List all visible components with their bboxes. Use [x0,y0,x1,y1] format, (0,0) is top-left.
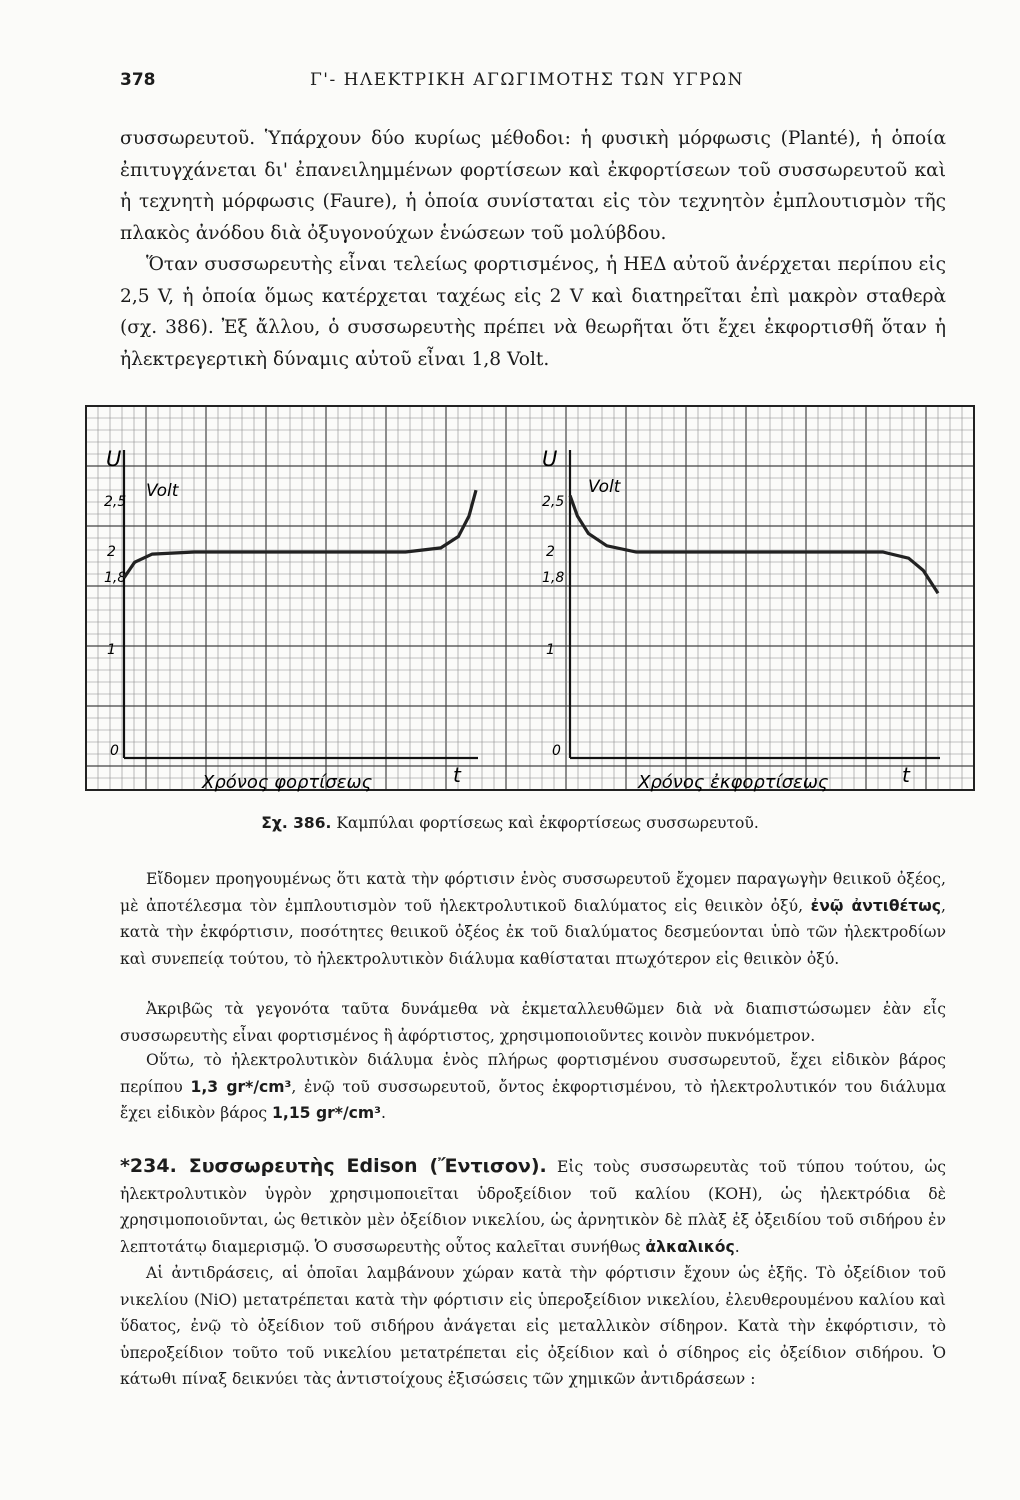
running-title: Γ'- ΗΛΕΚΤΡΙΚΗ ΑΓΩΓΙΜΟΤΗΣ ΤΩΝ ΥΓΡΩΝ [310,70,744,90]
density-charged: 1,3 gr*/cm³ [190,1077,292,1096]
left-t-label: t [453,763,461,787]
right-ytick-1-8: 1,8 [542,570,565,586]
right-ytick-2-5: 2,5 [542,494,565,510]
section-234-end: . [734,1237,740,1256]
section-234 [120,1153,946,1260]
paragraph-4: Ἀκριβῶς τὰ γεγονότα ταῦτα δυνάμεθα νὰ ἐκμεταλλευθῶμεν διὰ νὰ διαπιστώσωμεν ἐὰν εἷς συσσωρευτὴς εἶναι φορτισμένος ἢ ἀφόρτιστος, χρησιμοποιοῦντες κοινὸν πυκνόμετρον. [120,1000,946,1045]
left-unit-label: Volt [146,481,179,501]
right-origin-label: 0 [552,743,561,759]
paragraph-5-text-b: , ἐνῷ τοῦ συσσωρευτοῦ, ὄντος ἐκφορτισμένου, τὸ ἠλεκτρολυτικόν του διάλυμα ἔχει εἰδικὸν βάρος [120,1077,947,1123]
paragraph-5 [120,1047,946,1127]
chart-right [542,447,938,793]
paragraph-3 [120,866,946,972]
section-title: *234. Συσσωρευτὴς Edison (Ἔντισον). [120,1155,547,1177]
section-234-text: Εἰς τοὺς συσσωρευτὰς τοῦ τύπου τούτου, ὡς ἠλεκτρολυτικὸν ὑγρὸν χρησιμοποιεῖται ὑδροξείδιον τοῦ καλίου (KOH), ὡς ἠλεκτρόδια δὲ χρησιμοποιοῦνται, ὡς θετικὸν μὲν ὀξείδιον νικελίου, ὡς ἀρνητικὸν δὲ πλὰξ ἐξ ὀξειδίου τοῦ σιδήρου ἐν λεπτοτάτῳ διαμερισμῷ. Ὁ συσσωρευτὴς οὗτος καλεῖται συνήθως [120,1158,946,1256]
right-ytick-1: 1 [546,642,555,658]
right-unit-label: Volt [588,477,621,497]
paragraph-2: Ὅταν συσσωρευτὴς εἶναι τελείως φορτισμένος, ἡ ΗΕΔ αὐτοῦ ἀνέρχεται περίπου εἰς 2,5 V, ἡ ὁποία ὅμως κατέρχεται ταχέως εἰς 2 V καὶ διατηρεῖται ἐπὶ μακρὸν σταθερὰ (σχ. 386). Ἐξ ἄλλου, ὁ συσσωρευτὴς πρέπει νὰ θεωρῆται ὅτι ἔχει ἐκφορτισθῆ ὅταν ἡ ἠλεκτρεγερτικὴ δύναμις αὐτοῦ εἶναι 1,8 Volt. [120,254,946,370]
caption-number: Σχ. 386. [261,814,332,832]
paragraph-1: συσσωρευτοῦ. Ὑπάρχουν δύο κυρίως μέθοδοι: ἡ φυσικὴ μόρφωσις (Planté), ἡ ὁποία ἐπιτυγχάνεται δι' ἐπανειλημμένων φορτίσεων καὶ ἐκφορτίσεων τοῦ συσσωρευτοῦ καὶ ἡ τεχνητὴ μόρφωσις (Faure), ἡ ὁποία συνίσταται εἰς τὸν τεχνητὸν ἐμπλουτισμὸν τῆς πλακὸς ἀνόδου διὰ ὀξυγονούχων ἑνώσεων τοῦ μολύβδου. [120,128,946,244]
paragraph-3-text-b: , κατὰ τὴν ἐκφόρτισιν, ποσότητες θειικοῦ ὀξέος ἐκ τοῦ διαλύματος δεσμεύονται ὑπὸ τῶν ἠλεκτροδίων καὶ συνεπείᾳ τούτου, τὸ ἠλεκτρολυτικὸν διάλυμα καθίσταται πτωχότερον εἰς θειικὸν ὀξύ. [120,896,946,968]
right-xlabel: Χρόνος ἐκφορτίσεως [638,772,829,793]
right-discharge-curve [570,495,938,593]
paragraph-7: Αἱ ἀντιδράσεις, αἱ ὁποῖαι λαμβάνουν χώραν κατὰ τὴν φόρτισιν ἔχουν ὡς ἑξῆς. Τὸ ὀξείδιον τοῦ νικελίου (NiO) μετατρέπεται κατὰ τὴν φόρτισιν εἰς ὑπεροξείδιον νικελίου, ἐλευθερουμένου καλίου καὶ ὕδατος, ἐνῷ τὸ ὀξείδιον τοῦ σιδήρου ἀνάγεται εἰς μεταλλικὸν σίδηρον. Κατὰ τὴν ἐκφόρτισιν, τὸ ὑπεροξείδιον τοῦτο τοῦ νικελίου μετατρέπεται εἰς ὀξείδιον καὶ ὁ σίδηρος εἰς ὀξείδιον σιδήρου. Ὁ κάτωθι πίναξ δεικνύει τὰς ἀντιστοίχους ἐξισώσεις τῶν χημικῶν ἀντιδράσεων : [120,1264,946,1389]
left-axis-label: U [106,447,122,471]
chart-left [104,447,476,793]
left-ytick-1: 1 [107,642,116,658]
paragraph-5-end: . [380,1104,386,1123]
paragraph-3-bold: ἐνῷ ἀντιθέτως [810,896,942,915]
right-axis-label: U [542,447,558,471]
right-ytick-2: 2 [546,544,555,560]
paragraph-5-text-a: Οὕτω, τὸ ἠλεκτρολυτικὸν διάλυμα ἑνὸς πλήρως φορτισμένου συσσωρευτοῦ, ἔχει εἰδικὸν βάρος περίπου [120,1051,946,1096]
figure-caption [0,814,1020,832]
caption-text: Καμπύλαι φορτίσεως καὶ ἐκφορτίσεως συσσωρευτοῦ. [336,814,759,832]
paragraph-3-text-a: Εἴδομεν προηγουμένως ὅτι κατὰ τὴν φόρτισιν ἑνὸς συσσωρευτοῦ ἔχομεν παραγωγὴν θειικοῦ ὀξέος, μὲ ἀποτέλεσμα τὸν ἐμπλουτισμὸν τοῦ ἠλεκτρολυτικοῦ διαλύματος εἰς θειικὸν ὀξύ, [120,870,946,915]
right-t-label: t [902,763,910,787]
left-ytick-2-5: 2,5 [104,494,127,510]
left-origin-label: 0 [110,743,119,759]
grid-frame [86,406,974,790]
alkaline-term: ἀλκαλικός [645,1237,735,1256]
running-header [120,70,940,100]
left-ytick-1-8: 1,8 [104,570,127,586]
left-ytick-2: 2 [107,544,116,560]
graph-grid [86,406,974,790]
left-charge-curve [124,490,476,578]
density-discharged: 1,15 gr*/cm³ [272,1104,381,1123]
left-xlabel: Χρόνος φορτίσεως [202,772,373,793]
page-number: 378 [120,70,156,90]
